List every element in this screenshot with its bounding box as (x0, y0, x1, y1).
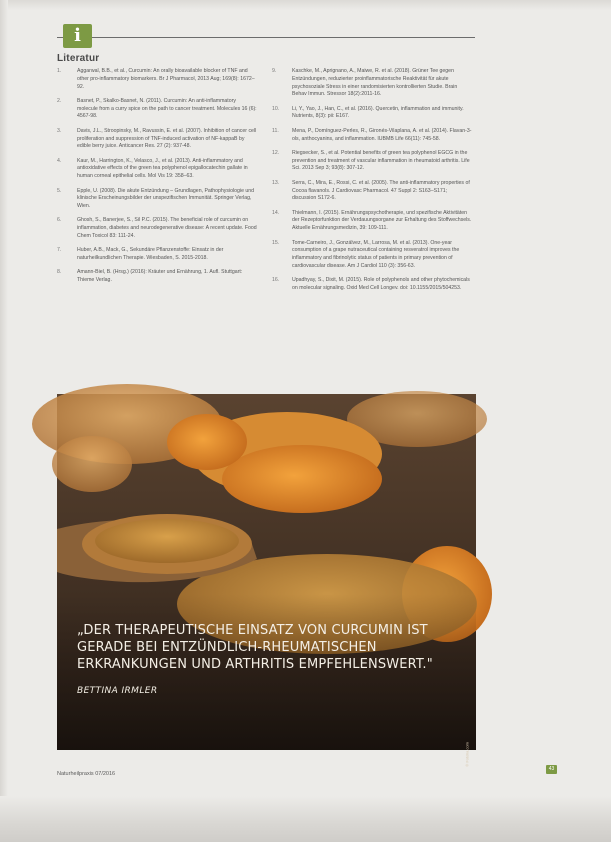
reference-text: Upadhyay, S., Dixit, M. (2015). Role of polyphenols and other phytochemicals on molecular signaling. Oxid Med Cell Longev. doi: 10.1155/2015/504253. (292, 277, 470, 292)
reference-text: Serra, C., Mira, E., Rossi, C. et al. (2005). The anti-inflammatory properties of Cocoa flavanols. J Cardiovasc Pharmacol. 47 Suppl 2: S163–S171; discussion S172-6. (292, 179, 470, 202)
reference-item (57, 158, 257, 181)
reference-number: 1. (57, 68, 62, 74)
reference-item (57, 269, 257, 285)
reference-text: Thielmann, I. (2015). Ernährungspsychotherapie, und spezifische Aktivitäten der Rezeptorfunktion der Verdauungsorgane zur Erhaltung des Stoffwechsels. Aktuelle Ernährungsmedizin, 39: 109-111. (292, 209, 472, 232)
reference-text: Huber, A.B., Mack, G., Sekundäre Pflanzenstoffe: Einsatz in der naturheilkundlichen Therapie. Wiesbaden, S. 2015-2018. (77, 247, 224, 262)
reference-text: Davis, J.L., Stroopinsky, M., Ravussin, E. et al. (2007). Inhibition of cancer cell proliferation and suppression of TNF-induced activation of NF-kappaB by edible berry juice. Anticancer Res. 27 (2): 937-48. (77, 127, 257, 150)
reference-text: Li, Y., Yao, J., Han, C., et al. (2016). Quercetin, inflammation and immunity. Nutrients, 8(3): pii: E167. (292, 105, 464, 120)
references-right-column (272, 68, 472, 299)
reference-number: 5. (57, 187, 62, 194)
reference-number: 15. (272, 239, 280, 246)
reference-text: Kaschke, M., Aprignano, A., Maiwe, R. et al. (2018). Grüner Tee gegen Entzündungen, reduzierter proinflammatorische Reaktivität für akute psychosoziale Stress in einer randomisierten kontrollierten Studie. Brain Behav Immun. Stressor 18(2):2011-16. (292, 68, 458, 98)
scan-edge-left (0, 0, 8, 842)
header-rule (57, 37, 475, 38)
reference-number: 8. (57, 269, 62, 276)
reference-item (272, 68, 472, 99)
photo-credit: © Fotolia.com (465, 742, 470, 767)
turmeric-illustration (57, 394, 476, 750)
reference-item (272, 150, 472, 173)
turmeric-cut-slice (167, 414, 247, 470)
reference-number: 4. (57, 157, 62, 164)
reference-number: 9. (272, 68, 277, 74)
reference-text: Riegsecker, S., et al. Potential benefits of green tea polyphenol EGCG in the prevention and treatment of vascular inflammation in rheumatoid arthritis. Life Sci. 2013 Sep 3; 93(8): 307-12. (292, 149, 470, 172)
reference-text: Amann-Biel, B. (Hrsg.) (2016): Kräuter und Ernährung, 1. Aufl. Stuttgart: Thieme Verlag. (77, 269, 243, 284)
section-title: Literatur (57, 53, 100, 64)
reference-number: 2. (57, 97, 62, 104)
reference-text: Basnet, P., Skalko-Basnet, N. (2011). Curcumin: An anti-inflammatory molecule from a curry spice on the path to cancer treatment. Molecules 16 (6): 4567-98. (77, 97, 257, 120)
reference-item (57, 247, 257, 263)
pull-quote: „DER THERAPEUTISCHE EINSATZ VON CURCUMIN IST GERADE BEI ENTZÜNDLICH-RHEUMATISCHEN ERKRANKUNGEN UND ARTHRITIS EMPFEHLENSWERT." (77, 623, 433, 672)
reference-text: Epple, U. (2008). Die akute Entzündung – Grundlagen, Pathophysiologie und klinische Erscheinungsbilder der unspezifischen Immunität. Springer Verlag, Wien. (77, 187, 255, 210)
reference-item (272, 106, 472, 122)
reference-item (272, 180, 472, 203)
scan-edge-top (0, 0, 611, 10)
reference-item (57, 188, 257, 211)
footer-journal: Naturheilpraxis 07/2016 (57, 771, 116, 777)
spoon-powder (95, 519, 239, 563)
reference-number: 13. (272, 179, 280, 186)
references-left-column (57, 68, 257, 292)
reference-item (272, 277, 472, 293)
info-badge-icon: i (63, 24, 92, 48)
reference-item (57, 68, 257, 91)
reference-item (272, 128, 472, 144)
scan-edge-bottom (0, 796, 611, 842)
reference-number: 7. (57, 247, 62, 254)
turmeric-photo (57, 394, 476, 767)
reference-item (57, 98, 257, 121)
reference-number: 11. (272, 127, 279, 134)
turmeric-cut-slice (222, 445, 382, 513)
turmeric-root-shape (52, 436, 132, 492)
reference-number: 16. (272, 277, 280, 284)
reference-text: Ghosh, S., Banerjee, S., Sil P.C. (2015). The beneficial role of curcumin on inflammation, diabetes and neurodegenerative disease: A recent update. Food Chem Toxicol 83: 111-24. (77, 217, 257, 240)
reference-number: 12. (272, 149, 280, 156)
reference-item (272, 210, 472, 233)
reference-text: Tome-Carneiro, J., Gonzálvez, M., Larrosa, M. et al. (2013). One-year consumption of a grape nutraceutical containing resveratrol improves the inflammatory and fibrinolytic status of patients in primary prevention of cardiovascular disease. Am J Cardiol 110 (3): 356-63. (292, 239, 460, 269)
reference-text: Kaur, M., Harrington, K., Velasco, J., et al. (2013). Anti-inflammatory and antioxidative effects of the green tea polyphenol epigallocatechin gallate in human corneal epithelial cells. Mol Vis 19: 358–63. (77, 157, 248, 180)
page-number: 43 (546, 765, 557, 774)
reference-number: 6. (57, 217, 62, 224)
reference-item (272, 240, 472, 271)
reference-item (57, 128, 257, 151)
reference-item (57, 217, 257, 240)
reference-text: Aggarwal, B.B., et al., Curcumin: An orally bioavailable blocker of TNF and other pro-inflammatory biomarkers. Br J Pharmacol, 2013 Aug; 169(8): 1672–92. (77, 68, 255, 90)
reference-number: 10. (272, 105, 280, 112)
reference-number: 3. (57, 127, 62, 134)
reference-number: 14. (272, 209, 280, 216)
quote-author: BETTINA IRMLER (77, 686, 158, 696)
reference-text: Mena, P., Domínguez-Perles, R., Gironés-Vilaplana, A. et al. (2014). Flavan-3-ols, anthocyanins, and inflammation. IUBMB Life 66(11): 745-58. (292, 127, 472, 142)
